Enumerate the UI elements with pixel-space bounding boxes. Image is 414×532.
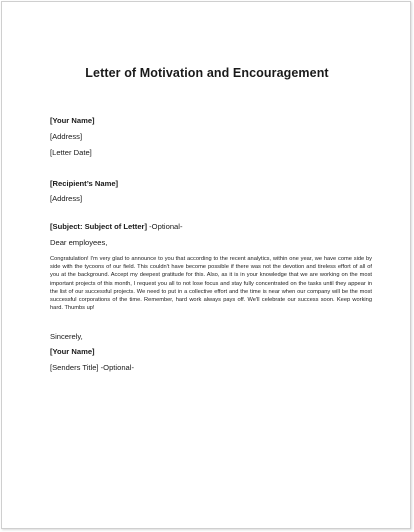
sender-address: [Address]: [50, 132, 83, 141]
salutation: Dear employees,: [50, 238, 108, 247]
recipient-address: [Address]: [50, 194, 83, 203]
letter-title: Letter of Motivation and Encouragement: [85, 66, 329, 80]
letter-body: Congratulation! I'm very glad to announce to you that according to the recent analytics, within one year, we have come side by side with the tycoons of our field. This couldn't have become possible if there was not the devotion and tireless effort of all of you at the background. Accept my deepest gratitude for this. Also, as it is in your knowledge that we are working on the most important projects of this month, I request you all to not lose focus and stay fully concentrated on the tasks until they appear in the list of our successful projects. We need to put in a collective effort and the time is near when our company will be the most successful corporations of the time. Remember, hard work always pays off. We'll celebrate our success soon. Keep working hard. Thumbs up!: [50, 256, 372, 312]
signature-title: [Senders Title] -Optional-: [50, 363, 134, 372]
signature-name: [Your Name]: [50, 347, 95, 356]
recipient-name: [Recipient’s Name]: [50, 179, 119, 188]
subject-line: [50, 222, 183, 232]
subject-optional: -Optional-: [147, 222, 183, 231]
letter-page: [1, 1, 411, 529]
letter-date: [Letter Date]: [50, 148, 92, 157]
subject-label: [Subject: Subject of Letter]: [50, 222, 148, 231]
sender-name: [Your Name]: [50, 116, 95, 125]
closing: Sincerely,: [50, 332, 83, 341]
